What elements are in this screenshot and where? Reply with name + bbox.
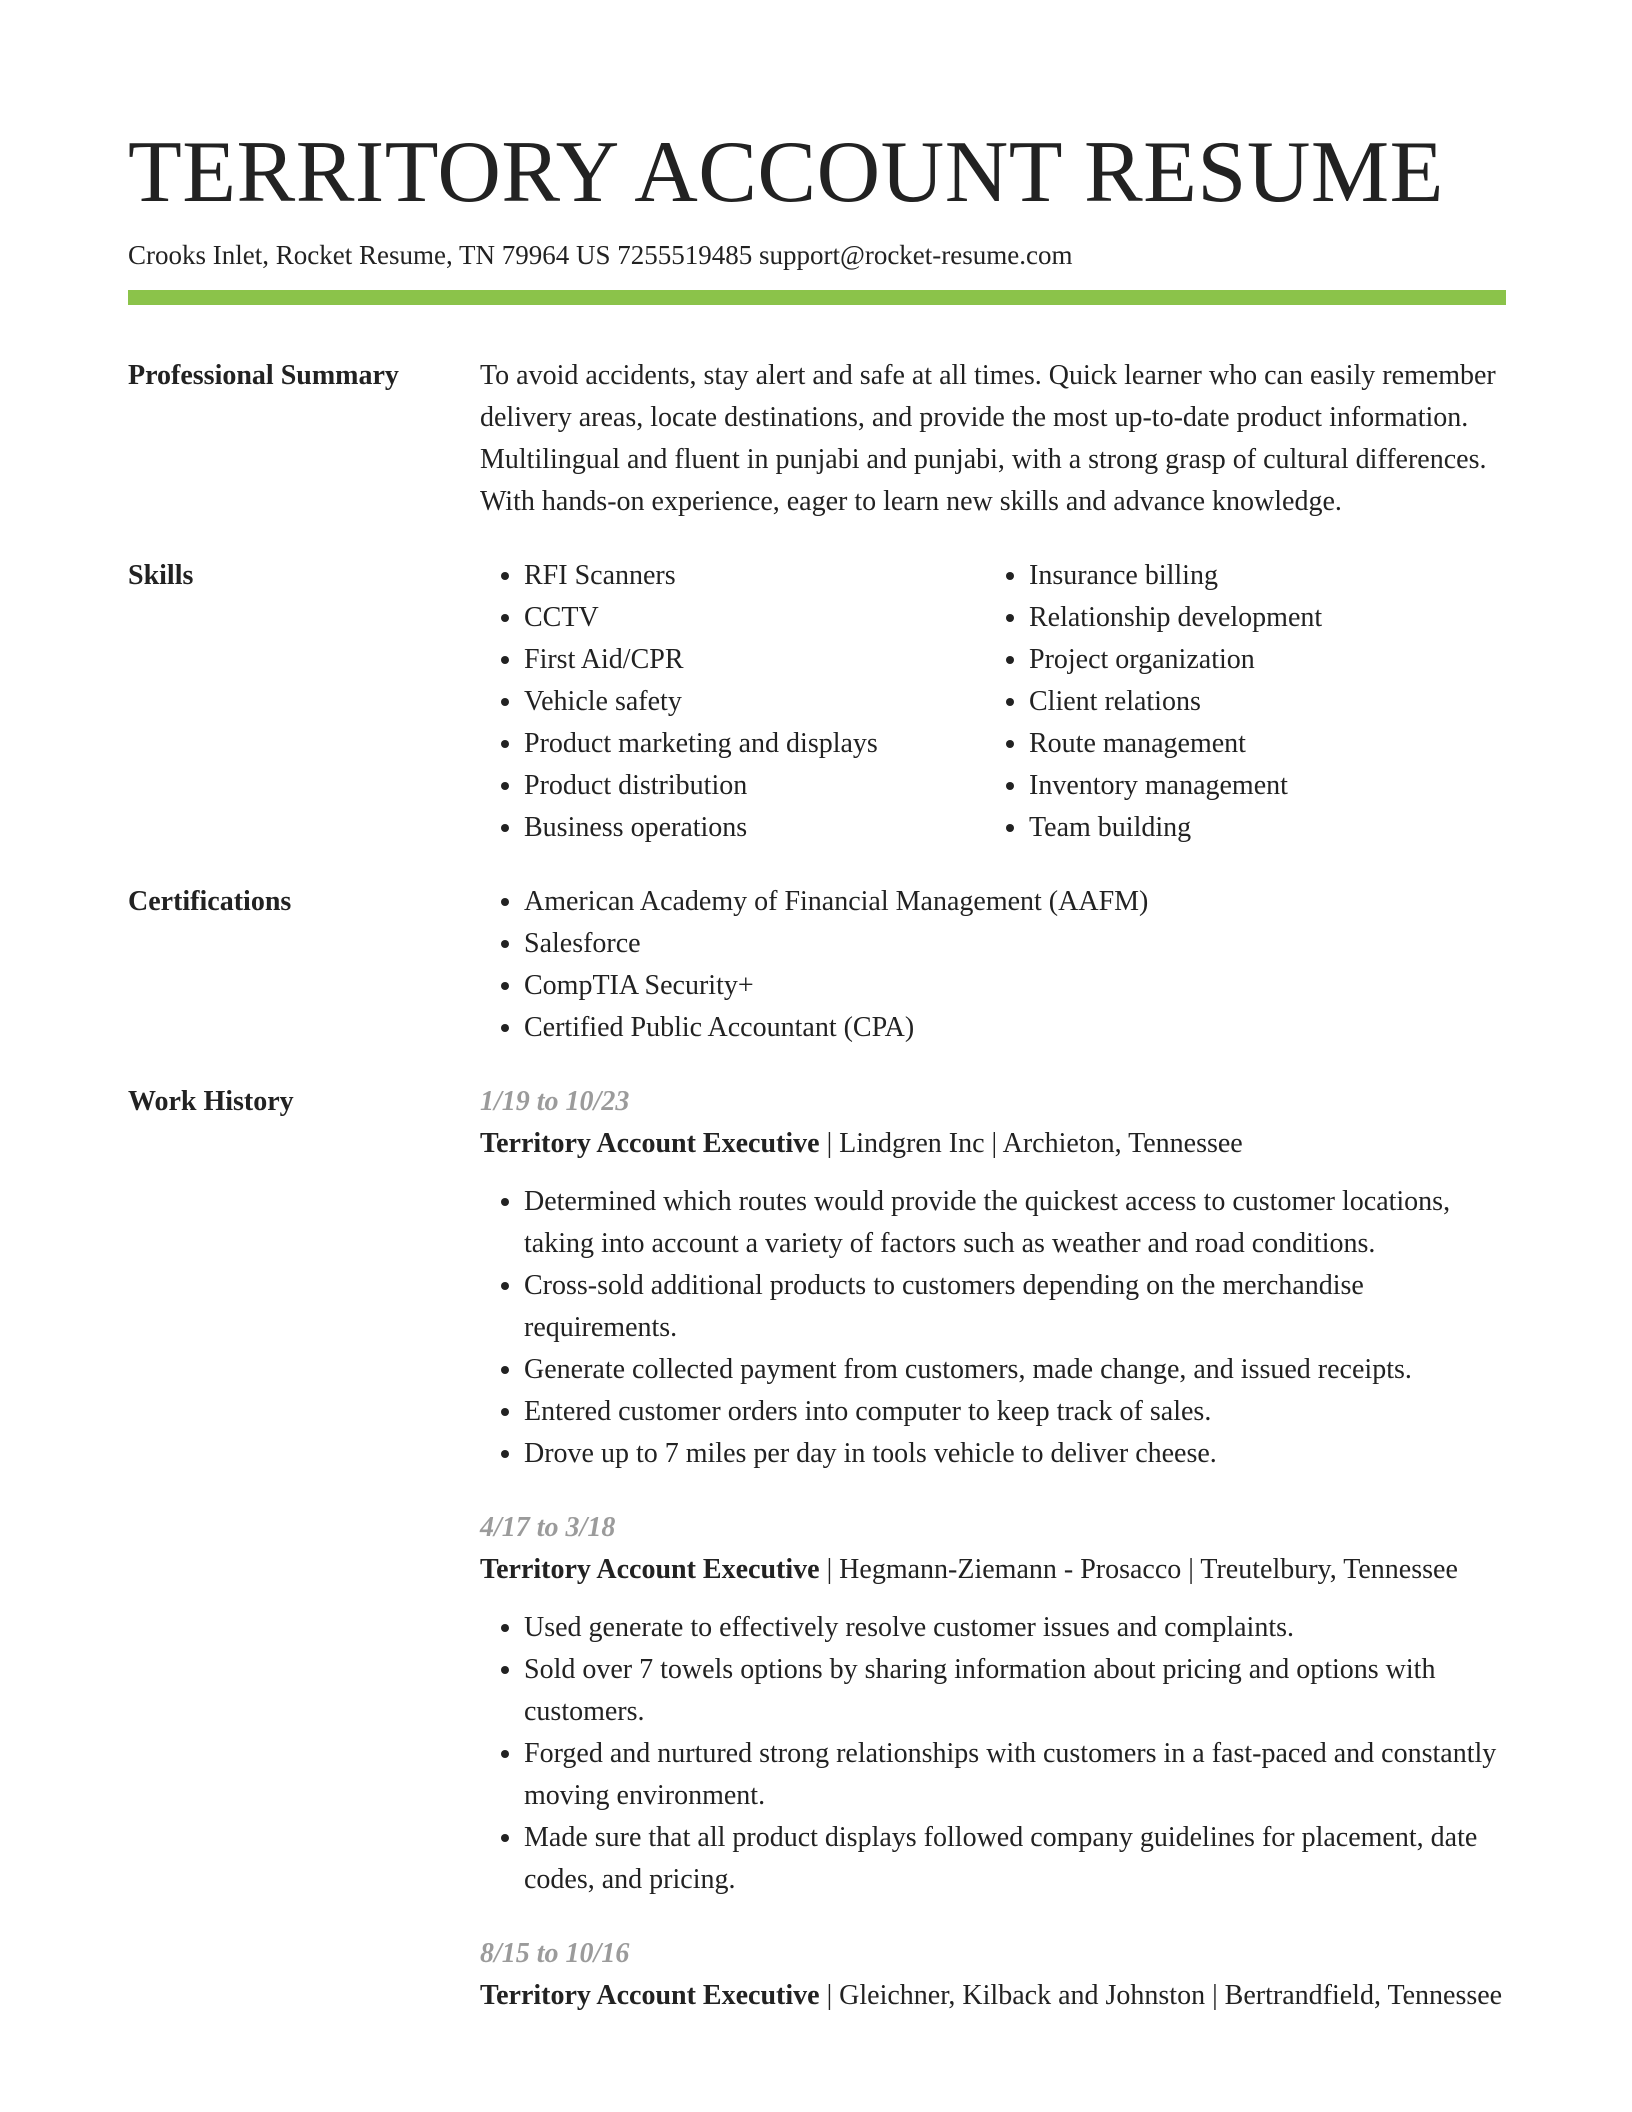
job-bullet: • Determined which routes would provide the quickest access to customer locations, taking into account a variety of factors such as weather and road conditions.: [524, 1181, 1506, 1265]
job-details: | Lindgren Inc | Archieton, Tennessee: [819, 1128, 1243, 1159]
job-bullet: • Used generate to effectively resolve customer issues and complaints.: [524, 1607, 1506, 1649]
skill-item: • Project organization: [1029, 639, 1490, 681]
work-history-section: [128, 1081, 1506, 2017]
skill-item: • RFI Scanners: [524, 555, 985, 597]
job-title: Territory Account Executive: [480, 1128, 820, 1159]
job-bullets: [480, 1181, 1506, 1475]
section-label-work-history: Work History: [128, 1086, 294, 1117]
job-entry: [480, 1507, 1506, 1901]
resume-title: TERRITORY ACCOUNT RESUME: [128, 124, 1444, 221]
skill-item: • Relationship development: [1029, 597, 1490, 639]
job-dates: 1/19 to 10/23: [480, 1086, 630, 1117]
job-bullet: • Drove up to 7 miles per day in tools vehicle to deliver cheese.: [524, 1433, 1506, 1475]
job-bullet: • Sold over 7 towels options by sharing information about pricing and options with customers.: [524, 1649, 1506, 1733]
skills-column-right: [985, 555, 1490, 849]
skill-item: • First Aid/CPR: [524, 639, 985, 681]
certification-item: • CompTIA Security+: [524, 965, 1506, 1007]
skill-item: • Team building: [1029, 807, 1490, 849]
job-heading: [480, 1975, 1506, 2017]
certifications-list: [480, 881, 1506, 1049]
certifications-body: [480, 881, 1506, 1049]
job-bullets: [480, 1607, 1506, 1901]
job-dates: 4/17 to 3/18: [480, 1512, 616, 1543]
job-heading: [480, 1549, 1506, 1591]
job-bullet: • Made sure that all product displays followed company guidelines for placement, date codes, and pricing.: [524, 1817, 1506, 1901]
resume-page: [128, 0, 1506, 2017]
skill-item: • Product distribution: [524, 765, 985, 807]
job-bullet: • Cross-sold additional products to customers depending on the merchandise requirements.: [524, 1265, 1506, 1349]
skills-list-left: [480, 555, 985, 849]
job-heading: [480, 1123, 1506, 1165]
skill-item: • Inventory management: [1029, 765, 1490, 807]
skills-columns: [480, 555, 1506, 849]
section-label-skills: Skills: [128, 560, 194, 591]
summary-text: To avoid accidents, stay alert and safe at all times. Quick learner who can easily remember delivery areas, locate destinations, and provide the most up-to-date product information. Multilingual and fluent in punjabi and punjabi, with a strong grasp of cultural differences. With hands-on experience, eager to learn new skills and advance knowledge.: [480, 360, 1496, 517]
job-details: | Gleichner, Kilback and Johnston | Bertrandfield, Tennessee: [819, 1980, 1503, 2011]
job-details: | Hegmann-Ziemann - Prosacco | Treutelbury, Tennessee: [819, 1554, 1458, 1585]
work-history-body: [480, 1081, 1506, 2017]
job-bullet: • Forged and nurtured strong relationships with customers in a fast-paced and constantly moving environment.: [524, 1733, 1506, 1817]
summary-section: [128, 355, 1506, 523]
skill-item: • Client relations: [1029, 681, 1490, 723]
skill-item: • Route management: [1029, 723, 1490, 765]
certification-item: • Certified Public Accountant (CPA): [524, 1007, 1506, 1049]
job-bullet: • Entered customer orders into computer to keep track of sales.: [524, 1391, 1506, 1433]
job-bullet: • Generate collected payment from customers, made change, and issued receipts.: [524, 1349, 1506, 1391]
skill-item: • Business operations: [524, 807, 985, 849]
skill-item: • Insurance billing: [1029, 555, 1490, 597]
skill-item: • Product marketing and displays: [524, 723, 985, 765]
contact-line: Crooks Inlet, Rocket Resume, TN 79964 US 7255519485 support@rocket-resume.com: [128, 240, 1073, 270]
job-title: Territory Account Executive: [480, 1554, 820, 1585]
certification-item: • Salesforce: [524, 923, 1506, 965]
skill-item: • Vehicle safety: [524, 681, 985, 723]
section-label-summary: Professional Summary: [128, 360, 399, 391]
skills-section: [128, 555, 1506, 849]
job-title: Territory Account Executive: [480, 1980, 820, 2011]
job-entry: [480, 1081, 1506, 1475]
skills-column-left: [480, 555, 985, 849]
job-dates: 8/15 to 10/16: [480, 1938, 630, 1969]
job-entry: [480, 1933, 1506, 2017]
skills-list-right: [985, 555, 1490, 849]
certifications-section: [128, 881, 1506, 1049]
section-label-certifications: Certifications: [128, 886, 292, 917]
accent-divider: [128, 290, 1506, 305]
certification-item: • American Academy of Financial Management (AAFM): [524, 881, 1506, 923]
skill-item: • CCTV: [524, 597, 985, 639]
